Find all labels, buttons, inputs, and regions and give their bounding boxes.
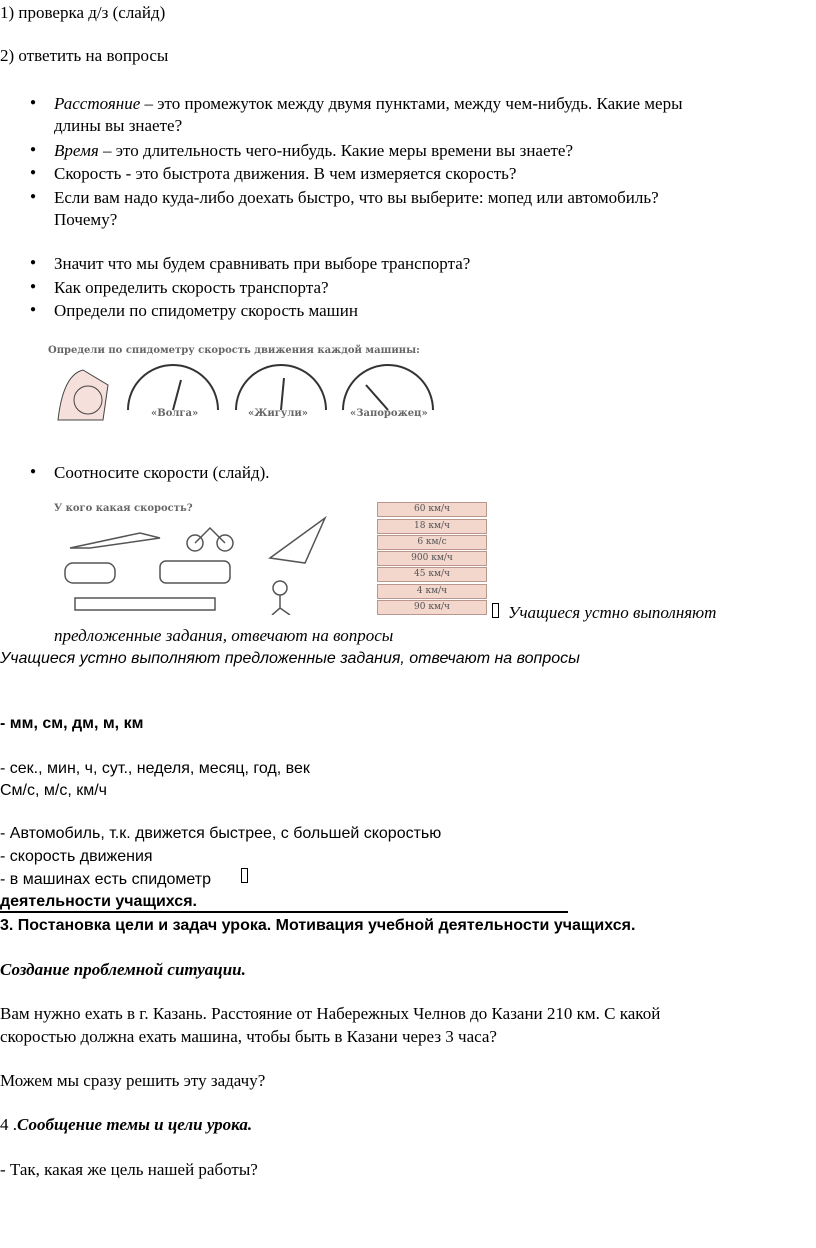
line-1: 1) проверка д/з (слайд) <box>0 3 166 22</box>
speed-card: 18 км/ч <box>377 519 487 534</box>
figure-title: Определи по спидометру скорость движения каждой машины: <box>48 345 420 356</box>
answer: - сек., мин, ч, сут., неделя, месяц, год, век <box>0 760 310 777</box>
bullet-icon: ● <box>30 97 37 108</box>
answer: См/с, м/с, км/ч <box>0 782 108 799</box>
car-label: «Запорожец» <box>350 408 428 419</box>
bullet-cont: длины вы знаете? <box>54 116 183 135</box>
bullet: Значит что мы будем сравнивать при выборе транспорта? <box>54 254 471 273</box>
bullet-icon: ● <box>30 191 37 202</box>
bullet-speed: Скорость - это быстрота движения. В чем измеряется скорость? <box>54 164 517 183</box>
speed-card: 60 км/ч <box>377 502 487 517</box>
missing-glyph-icon <box>492 603 499 618</box>
note: Учащиеся устно выполняют предложенные задания, отвечают на вопросы <box>0 650 580 667</box>
section-4-heading <box>0 1115 252 1135</box>
speedometer-figure <box>48 345 438 430</box>
bullet-icon: ● <box>30 281 37 292</box>
section-heading: 3. Постановка цели и задач урока. Мотивация учебной деятельности учащихся. <box>0 917 636 934</box>
speed-card: 6 км/с <box>377 535 487 550</box>
text: – это длительность чего-нибудь. Какие меры времени вы знаете? <box>98 141 574 160</box>
bullet-cont: Почему? <box>54 210 118 229</box>
bullet: Соотносите скорости (слайд). <box>54 463 270 482</box>
section-title: Сообщение темы и цели урока. <box>17 1115 253 1134</box>
missing-glyph-icon <box>241 868 248 883</box>
note: Учащиеся устно выполняют <box>508 603 717 622</box>
speed-card: 4 км/ч <box>377 584 487 599</box>
question: - Так, какая же цель нашей работы? <box>0 1160 258 1179</box>
bullet-icon: ● <box>30 304 37 315</box>
bullet-choice: Если вам надо куда-либо доехать быстро, что вы выберите: мопед или автомобиль? <box>54 188 659 207</box>
speed-card: 900 км/ч <box>377 551 487 566</box>
answer: - мм, см, дм, м, км <box>0 715 144 732</box>
speed-card: 90 км/ч <box>377 600 487 615</box>
car-label: «Жигули» <box>248 408 309 419</box>
note: предложенные задания, отвечают на вопросы <box>54 626 394 645</box>
question: Можем мы сразу решить эту задачу? <box>0 1071 266 1090</box>
task-text: скоростью должна ехать машина, чтобы быть в Казани через 3 часа? <box>0 1027 497 1046</box>
bullet-icon: ● <box>30 144 37 155</box>
vehicles-figure <box>50 503 350 615</box>
bullet: Определи по спидометру скорость машин <box>54 301 358 320</box>
text: – это промежуток между двумя пунктами, между чем-нибудь. Какие меры <box>140 94 683 113</box>
task-text: Вам нужно ехать в г. Казань. Расстояние от Набережных Челнов до Казани 210 км. С какой <box>0 1004 661 1023</box>
bullet-icon: ● <box>30 257 37 268</box>
line-2: 2) ответить на вопросы <box>0 46 169 65</box>
bullet: Как определить скорость транспорта? <box>54 278 329 297</box>
term: Время <box>54 141 99 160</box>
answer: - в машинах есть спидометр <box>0 871 212 888</box>
figure-title: У кого какая скорость? <box>54 503 193 514</box>
bullet-distance <box>54 94 683 114</box>
section-number: 4 . <box>0 1115 17 1134</box>
section-tail: деятельности учащихся. <box>0 893 568 913</box>
term: Расстояние <box>54 94 141 113</box>
subheading: Создание проблемной ситуации. <box>0 960 246 979</box>
bullet-time <box>54 141 573 161</box>
speed-card: 45 км/ч <box>377 567 487 582</box>
bullet-icon: ● <box>30 466 37 477</box>
vehicles-illustration <box>50 503 350 615</box>
answer: - Автомобиль, т.к. движется быстрее, с большей скоростью <box>0 825 442 842</box>
answer: - скорость движения <box>0 848 153 865</box>
car-label: «Волга» <box>151 408 199 419</box>
bullet-icon: ● <box>30 167 37 178</box>
